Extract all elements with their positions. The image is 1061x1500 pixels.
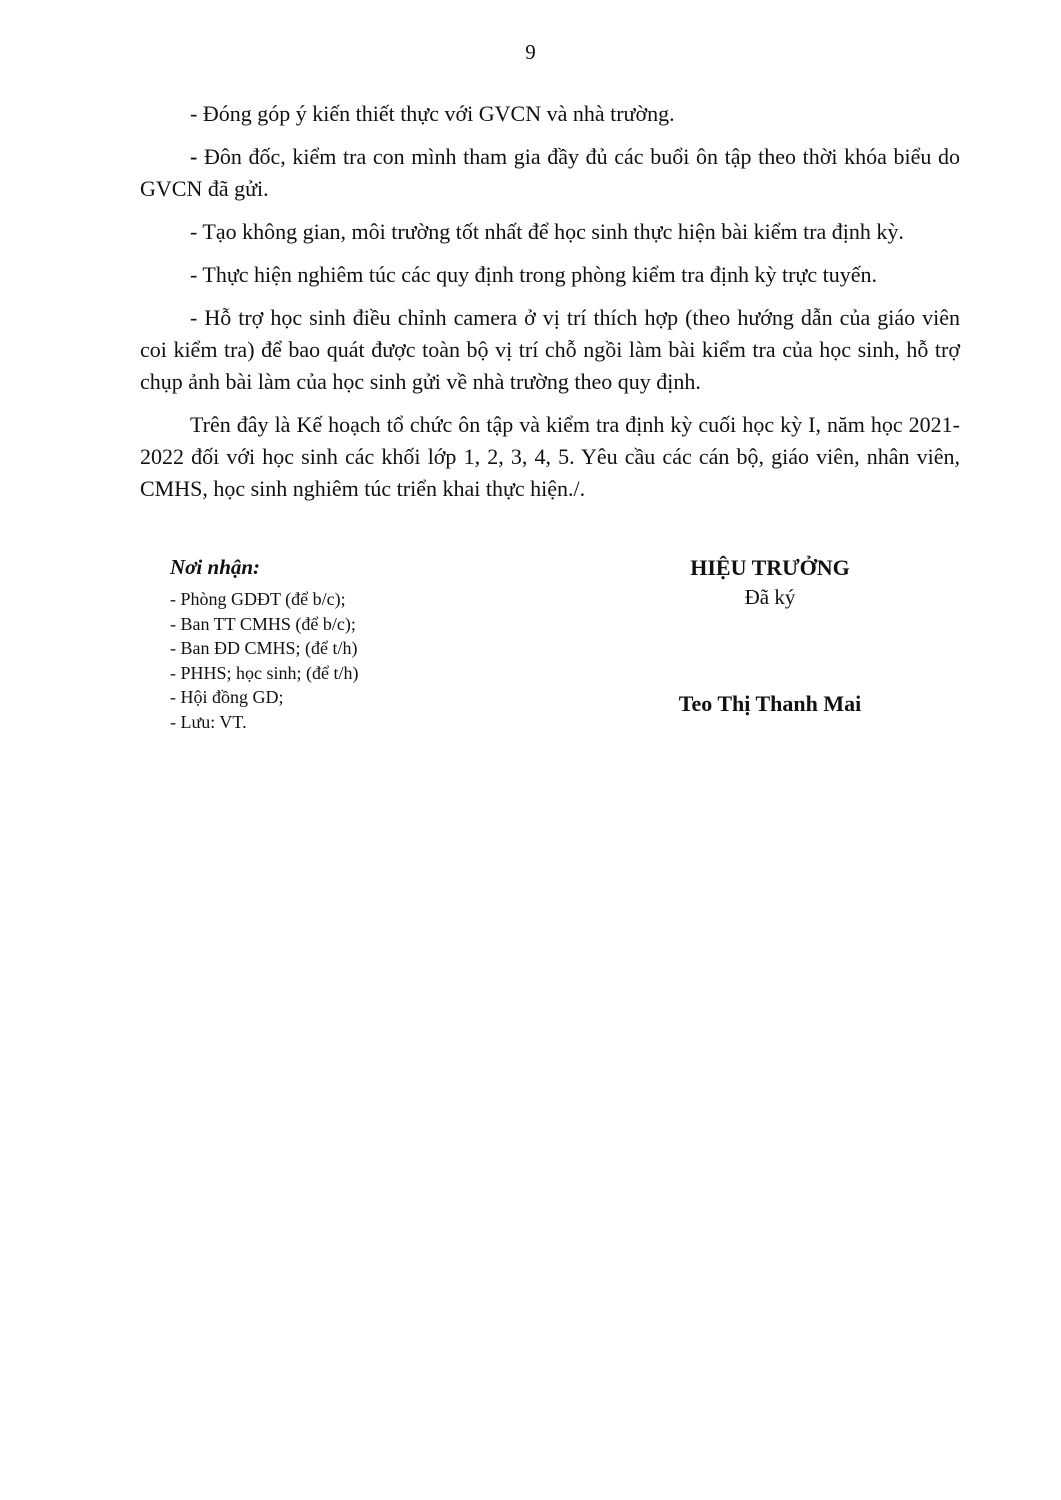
paragraph-dash: - (190, 144, 198, 169)
paragraph-1 (140, 98, 960, 130)
paragraph-text: Tạo không gian, môi trường tốt nhất để học sinh thực hiện bài kiểm tra định kỳ. (197, 219, 904, 244)
paragraph-text: Trên đây là Kế hoạch tổ chức ôn tập và kiểm tra định kỳ cuối học kỳ I, năm học 2021-2022 đối với học sinh các khối lớp 1, 2, 3, 4, 5. Yêu cầu các cán bộ, giáo viên, nhân viên, CMHS, học sinh nghiêm túc triển khai thực hiện./. (140, 412, 960, 501)
recipient-item: - PHHS; học sinh; (để t/h) (170, 662, 359, 683)
signature-block (620, 553, 920, 719)
recipient-item: - Ban ĐD CMHS; (để t/h) (170, 638, 358, 658)
paragraph-text: Đôn đốc, kiểm tra con mình tham gia đầy đủ các buổi ôn tập theo thời khóa biểu do GVCN đã gửi. (140, 144, 960, 201)
paragraph-3 (140, 216, 960, 248)
recipient-item: - Phòng GDĐT (để b/c); (170, 589, 346, 609)
recipient-item: - Hội đồng GD; (170, 687, 284, 707)
paragraph-2 (140, 141, 960, 205)
paragraph-4 (140, 259, 960, 291)
paragraph-dash: - (190, 305, 198, 330)
recipient-item: - Lưu: VT. (170, 711, 247, 732)
recipients-block (170, 553, 530, 734)
document-body (140, 98, 960, 516)
paragraph-dash: - (190, 262, 198, 287)
paragraph-5 (140, 302, 960, 398)
signer-name: Teo Thị Thanh Mai (678, 691, 862, 716)
paragraph-dash: - (190, 219, 198, 244)
recipients-title: Nơi nhận: (170, 555, 261, 579)
paragraph-dash: - (190, 101, 198, 126)
paragraph-text: Hỗ trợ học sinh điều chỉnh camera ở vị trí thích hợp (theo hướng dẫn của giáo viên coi kiểm tra) để bao quát được toàn bộ vị trí chỗ ngồi làm bài kiểm tra của học sinh, hỗ trợ chụp ảnh bài làm của học sinh gửi về nhà trường theo quy định. (140, 305, 960, 394)
recipient-item: - Ban TT CMHS (để b/c); (170, 613, 356, 634)
page-number: 9 (525, 40, 536, 64)
paragraph-text: Đóng góp ý kiến thiết thực với GVCN và nhà trường. (197, 101, 675, 126)
closing-paragraph (140, 409, 960, 505)
signed-status: Đã ký (744, 585, 796, 609)
recipients-list (170, 587, 530, 734)
paragraph-text: Thực hiện nghiêm túc các quy định trong phòng kiểm tra định kỳ trực tuyến. (197, 262, 877, 287)
signer-title: HIỆU TRƯỞNG (690, 555, 850, 580)
